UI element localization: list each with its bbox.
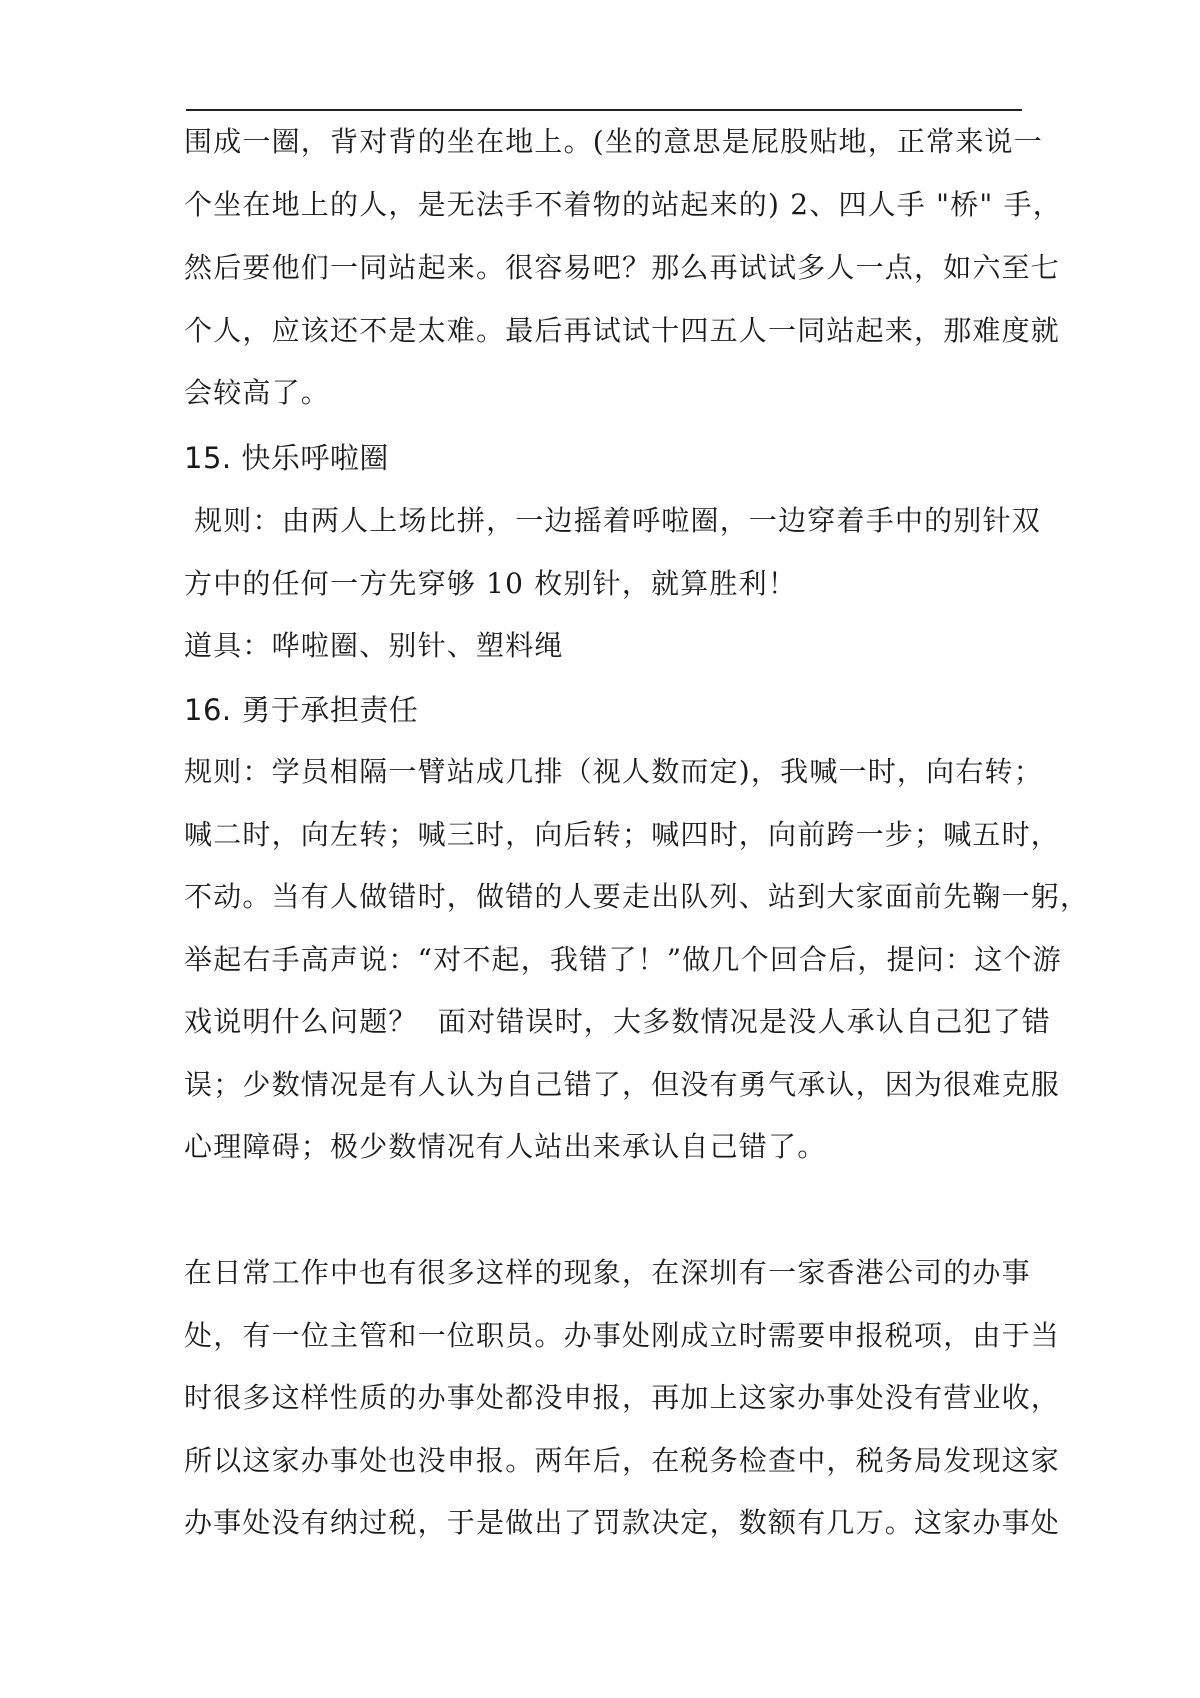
paragraph-line: 然后要他们一同站起来。很容易吧？那么再试试多人一点，如六至七 bbox=[184, 251, 1061, 284]
paragraph-line: 误；少数情况是有人认为自己错了，但没有勇气承认，因为很难克服 bbox=[184, 1068, 1061, 1101]
paragraph-line: 规则：由两人上场比拼，一边摇着呼啦圈，一边穿着手中的别针双 bbox=[184, 504, 1041, 537]
section-heading: 16. 勇于承担责任 bbox=[184, 693, 419, 727]
paragraph-line: 个坐在地上的人，是无法手不着物的站起来的) 2、四人手 "桥" 手， bbox=[184, 188, 1063, 221]
paragraph-line: 喊二时，向左转；喊三时，向后转；喊四时，向前跨一步；喊五时， bbox=[184, 818, 1061, 851]
paragraph-line: 所以这家办事处也没申报。两年后，在税务检查中，税务局发现这家 bbox=[184, 1444, 1061, 1477]
paragraph-line: 在日常工作中也有很多这样的现象，在深圳有一家香港公司的办事 bbox=[184, 1256, 1031, 1289]
header-rule bbox=[186, 109, 1022, 111]
section-heading: 15. 快乐呼啦圈 bbox=[184, 441, 389, 475]
paragraph-line: 心理障碍；极少数情况有人站出来承认自己错了。 bbox=[184, 1130, 827, 1163]
paragraph-line: 办事处没有纳过税，于是做出了罚款决定，数额有几万。这家办事处 bbox=[184, 1506, 1061, 1539]
paragraph-line: 戏说明什么问题？ 面对错误时，大多数情况是没人承认自己犯了错 bbox=[184, 1005, 1052, 1038]
paragraph-line: 规则：学员相隔一臂站成几排（视人数而定)，我喊一时，向右转； bbox=[184, 755, 1043, 788]
paragraph-line: 围成一圈，背对背的坐在地上。(坐的意思是屁股贴地，正常来说一 bbox=[184, 125, 1043, 158]
paragraph-line: 不动。当有人做错时，做错的人要走出队列、站到大家面前先鞠一躬， bbox=[184, 880, 1090, 913]
paragraph-line: 举起右手高声说：“对不起，我错了！”做几个回合后，提问：这个游 bbox=[184, 943, 1062, 976]
paragraph-line: 个人，应该还不是太难。最后再试试十四五人一同站起来，那难度就 bbox=[184, 314, 1061, 347]
paragraph-line: 道具：哗啦圈、别针、塑料绳 bbox=[184, 629, 564, 662]
paragraph-line: 处，有一位主管和一位职员。办事处刚成立时需要申报税项，由于当 bbox=[184, 1319, 1061, 1352]
paragraph-line: 方中的任何一方先穿够 10 枚别针，就算胜利！ bbox=[184, 567, 798, 600]
paragraph-line: 会较高了。 bbox=[184, 376, 331, 409]
paragraph-line: 时很多这样性质的办事处都没申报，再加上这家办事处没有营业收， bbox=[184, 1381, 1061, 1414]
